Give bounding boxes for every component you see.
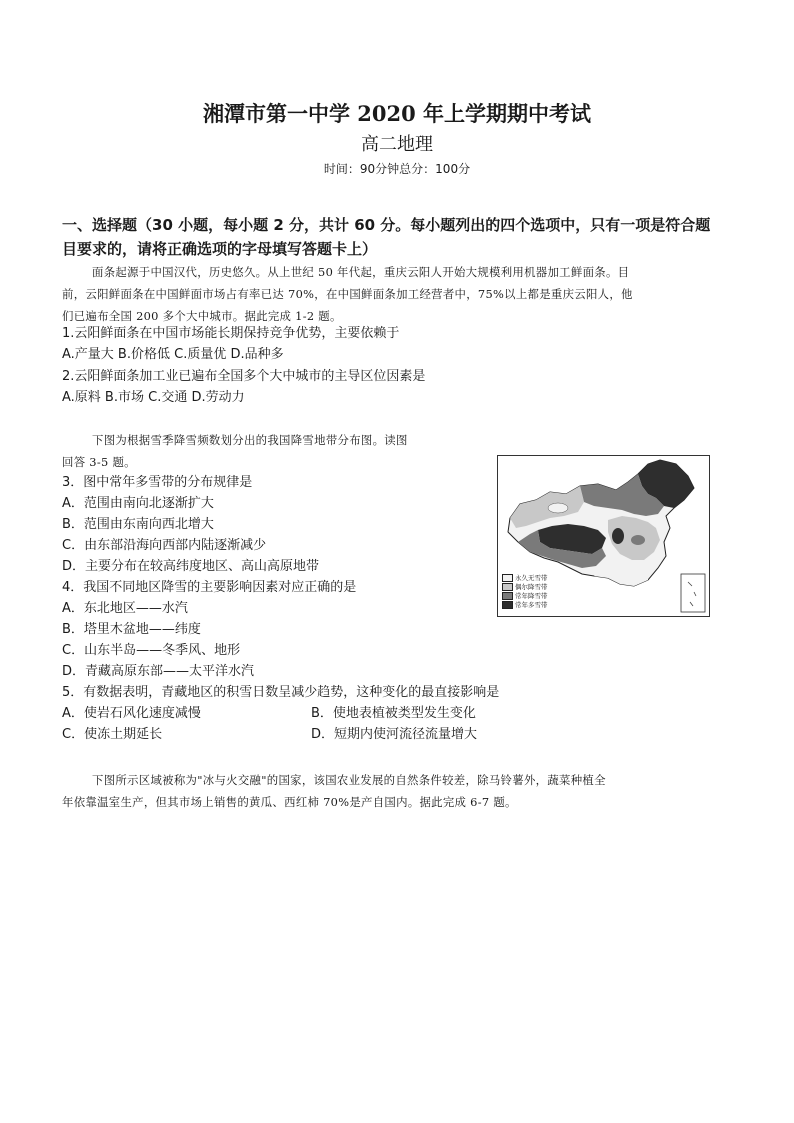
passage-1-line1: 面条起源于中国汉代，历史悠久。从上世纪 50 年代起，重庆云阳人开始大规模利用机器加工鲜面条。目 — [92, 265, 630, 279]
exam-meta: 时间：90分钟总分：100分 — [323, 162, 471, 176]
snow-belt-map — [497, 455, 710, 617]
legend-label-heavy: 常年多雪带 — [515, 601, 548, 609]
question-1-stem: 1.云阳鲜面条在中国市场能长期保持竞争优势，主要依赖于 — [62, 326, 400, 341]
passage-2-line2: 回答 3-5 题。 — [62, 455, 136, 469]
question-5-option-b: B．使地表植被类型发生变化 — [311, 706, 476, 721]
question-4-option-b: B．塔里木盆地——纬度 — [62, 622, 201, 637]
legend-label-regular: 常年降雪带 — [515, 592, 548, 600]
question-4-option-d: D．青藏高原东部——太平洋水汽 — [62, 664, 255, 679]
question-4-option-a: A．东北地区——水汽 — [62, 601, 188, 616]
question-2-options: A.原料 B.市场 C.交通 D.劳动力 — [62, 390, 245, 405]
legend-item-none — [502, 574, 548, 582]
section-heading-line2: 目要求的，请将正确选项的字母填写答题卡上） — [62, 240, 378, 258]
question-3-option-b: B．范围由东南向西北增大 — [62, 517, 214, 532]
no-snow-patch — [548, 503, 568, 513]
south-sea-inset — [681, 574, 705, 612]
legend-swatch-heavy — [502, 601, 513, 609]
legend-label-none: 永久无雪带 — [515, 574, 548, 582]
question-3-stem: 3．图中常年多雪带的分布规律是 — [62, 475, 253, 490]
exam-title: 湘潭市第一中学 2020 年上学期期中考试 — [202, 101, 592, 126]
question-4-stem: 4．我国不同地区降雪的主要影响因素对应正确的是 — [62, 580, 357, 595]
section-heading — [62, 213, 742, 261]
question-1-options: A.产量大 B.价格低 C.质量优 D.品种多 — [62, 347, 284, 362]
heavy-snow-patch — [612, 528, 624, 544]
passage-3 — [62, 769, 762, 813]
exam-subject: 高二地理 — [361, 134, 433, 155]
legend-item-heavy — [502, 601, 548, 609]
passage-1-line2: 前，云阳鲜面条在中国鲜面市场占有率已达 70%，在中国鲜面条加工经营者中，75%以上都是重庆云阳人，他 — [62, 287, 633, 301]
legend-swatch-occasional — [502, 583, 513, 591]
question-5-option-a: A．使岩石风化速度减慢 — [62, 706, 201, 721]
question-3-option-c: C．由东部沿海向西部内陆逐渐减少 — [62, 538, 267, 553]
legend-label-occasional: 偶尔降雪带 — [515, 583, 548, 591]
question-5-option-c: C．使冻土期延长 — [62, 727, 163, 742]
question-3-option-a: A．范围由南向北逐渐扩大 — [62, 496, 214, 511]
question-5-stem: 5．有数据表明，青藏地区的积雪日数呈减少趋势，这种变化的最直接影响是 — [62, 685, 500, 700]
section-heading-line1: 一、选择题（30 小题，每小题 2 分，共计 60 分。每小题列出的四个选项中，只有一项是符合题 — [62, 216, 711, 234]
regular-snow-patch — [631, 535, 645, 545]
legend-item-occasional — [502, 583, 548, 591]
legend-swatch-none — [502, 574, 513, 582]
passage-3-line1: 下图所示区域被称为"冰与火交融"的国家，该国农业发展的自然条件较差，除马铃薯外，蔬菜种植全 — [92, 773, 606, 787]
passage-1 — [62, 261, 752, 327]
question-4-option-c: C．山东半岛——冬季风、地形 — [62, 643, 241, 658]
passage-2 — [62, 429, 482, 473]
legend-swatch-regular — [502, 592, 513, 600]
passage-3-line2: 年依靠温室生产，但其市场上销售的黄瓜、西红柿 70%是产自国内。据此完成 6-7 题。 — [62, 795, 517, 809]
question-2-stem: 2.云阳鲜面条加工业已遍布全国多个大中城市的主导区位因素是 — [62, 369, 426, 384]
passage-2-line1: 下图为根据雪季降雪频数划分出的我国降雪地带分布图。读图 — [92, 433, 408, 447]
question-5-option-d: D．短期内使河流径流量增大 — [311, 727, 478, 742]
question-3-option-d: D．主要分布在较高纬度地区、高山高原地带 — [62, 559, 320, 574]
legend-item-regular — [502, 592, 548, 600]
passage-1-line3: 们已遍布全国 200 多个大中城市。据此完成 1-2 题。 — [62, 309, 342, 323]
